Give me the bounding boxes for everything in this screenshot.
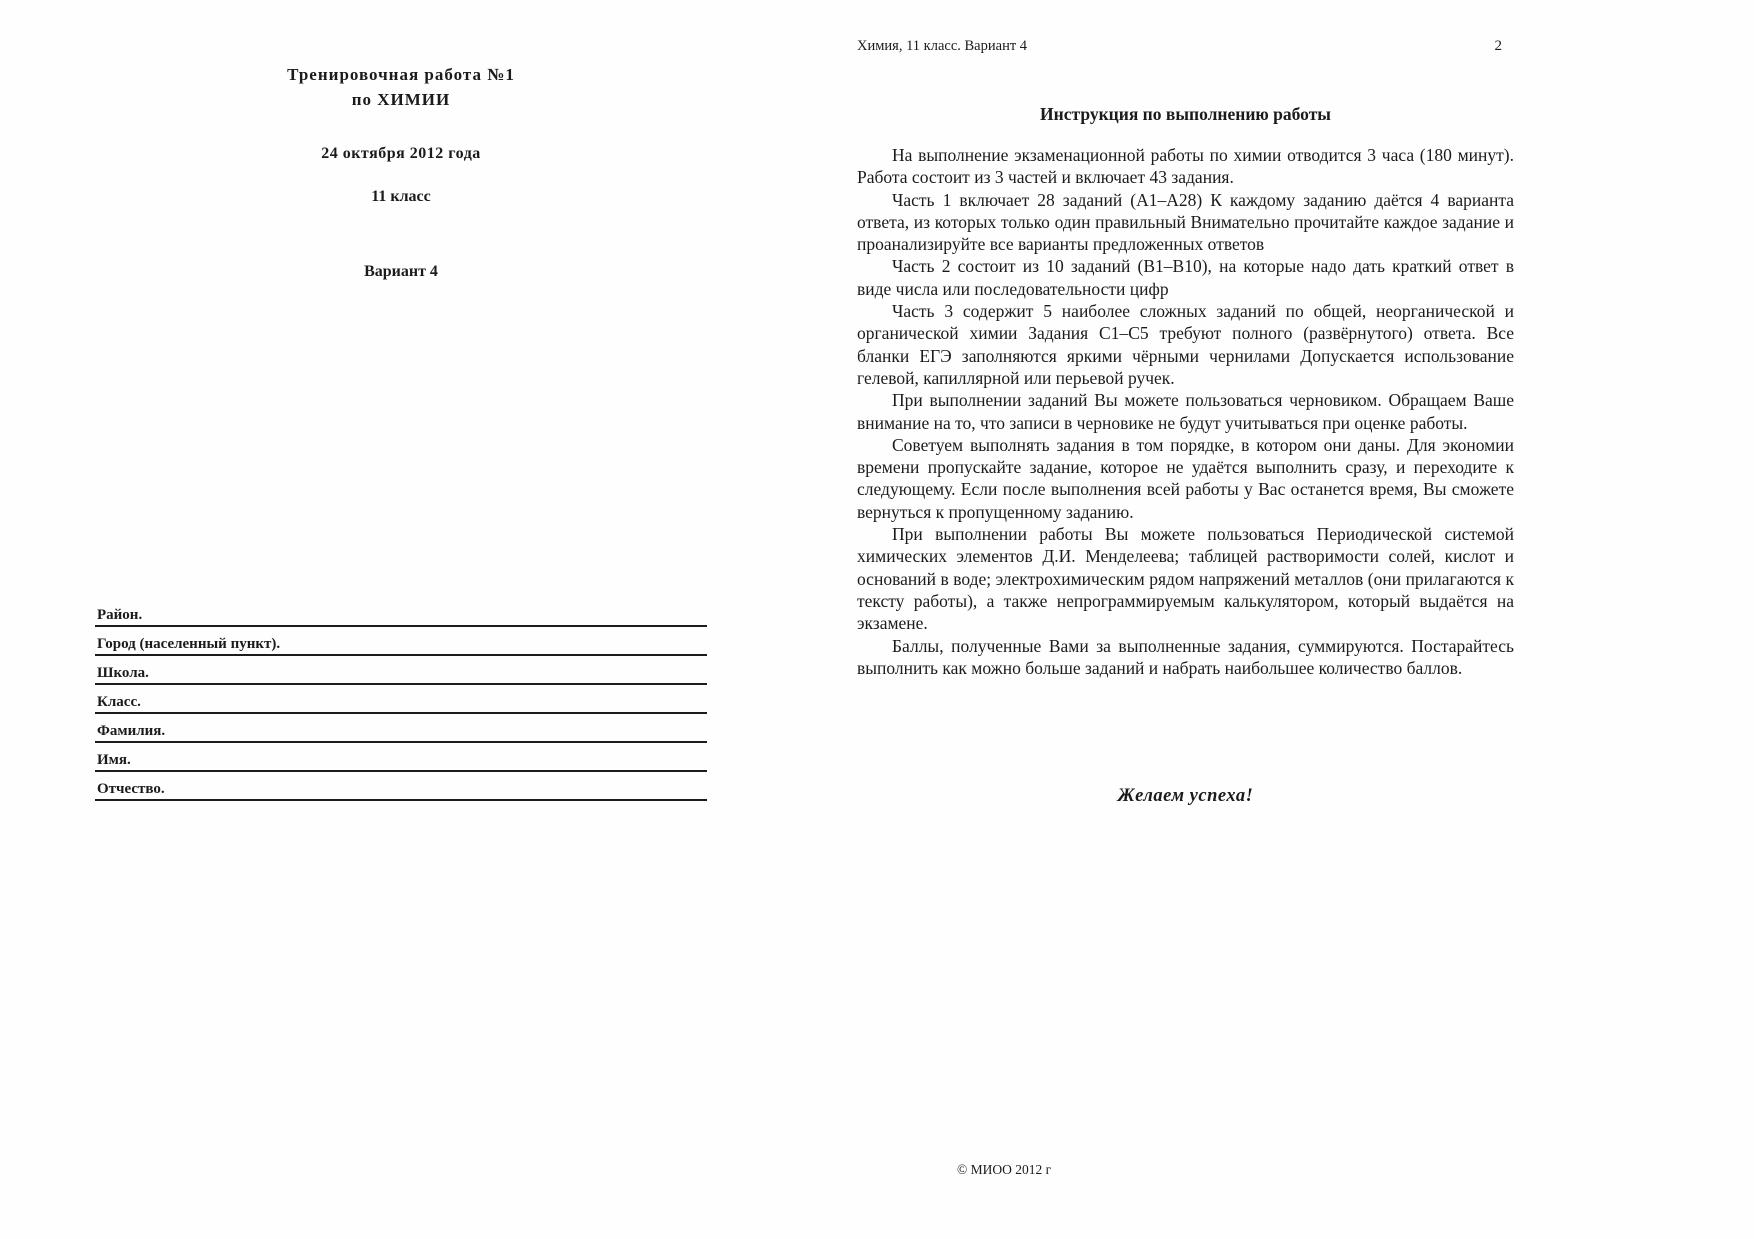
- field-surname: [95, 714, 707, 743]
- field-surname-label: Фамилия.: [97, 723, 166, 739]
- instructions-paragraph: Часть 1 включает 28 заданий (А1–А28) К каждому заданию даётся 4 варианта ответа, из которых только один правильный Внимательно прочитайте каждое задание и проанализируйте все варианты предложенных ответов: [857, 189, 1514, 255]
- field-school-label: Школа.: [97, 665, 149, 681]
- work-title: [95, 62, 707, 112]
- field-city-label: Город (населенный пункт).: [97, 636, 281, 652]
- work-title-line2: по ХИМИИ: [351, 90, 451, 109]
- instructions-heading: Инструкция по выполнению работы: [1040, 104, 1331, 124]
- page-number: 2: [1494, 38, 1502, 54]
- student-info-form: [95, 598, 707, 801]
- instructions-paragraph: Часть 2 состоит из 10 заданий (В1–В10), на которые надо дать краткий ответ в виде числа или последовательности цифр: [857, 256, 1514, 299]
- work-date: 24 октября 2012 года: [321, 145, 481, 162]
- field-name-label: Имя.: [97, 752, 131, 768]
- left-page: [95, 0, 707, 1239]
- field-patronymic-label: Отчество.: [97, 781, 165, 797]
- instructions-paragraph: Часть 3 содержит 5 наиболее сложных заданий по общей, неорганической и органической химии Задания С1–С5 требуют полного (развёрнутого) ответа. Все бланки ЕГЭ заполняются яркими чёрными чернилами Допускается использование гелевой, капиллярной или перьевой ручек.: [857, 301, 1514, 388]
- closing-wish: Желаем успеха!: [1117, 786, 1254, 806]
- right-page: [857, 0, 1514, 1239]
- instructions-paragraph: На выполнение экзаменационной работы по химии отводится 3 часа (180 минут). Работа состоит из 3 частей и включает 43 задания.: [857, 145, 1514, 188]
- work-title-line1: Тренировочная работа №1: [287, 65, 515, 84]
- running-head: Химия, 11 класс. Вариант 4: [857, 38, 1028, 54]
- field-class-label: Класс.: [97, 694, 141, 710]
- field-district-label: Район.: [97, 607, 143, 623]
- instructions-paragraph: При выполнении работы Вы можете пользоваться Периодической системой химических элементов Д.И. Менделеева; таблицей растворимости солей, кислот и оснований в воде; электрохимическим рядом напряжений металлов (они прилагаются к тексту работы), а также непрограммируемым калькулятором, который выдаётся на экзамене.: [857, 524, 1514, 634]
- field-city: [95, 627, 707, 656]
- field-school: [95, 656, 707, 685]
- instructions-paragraph: При выполнении заданий Вы можете пользоваться черновиком. Обращаем Ваше внимание на то, что записи в черновике не будут учитываться при оценке работы.: [857, 390, 1514, 433]
- field-class: [95, 685, 707, 714]
- copyright-footer: © МИОО 2012 г: [957, 1162, 1052, 1177]
- field-district: [95, 598, 707, 627]
- instructions-paragraph: Баллы, полученные Вами за выполненные задания, суммируются. Постарайтесь выполнить как можно больше заданий и набрать наибольшее количество баллов.: [857, 635, 1514, 678]
- variant-label: Вариант 4: [364, 263, 438, 280]
- instructions-paragraph: Советуем выполнять задания в том порядке, в котором они даны. Для экономии времени пропускайте задание, которое не удаётся выполнить сразу, и переходите к следующему. Если после выполнения всей работы у Вас останется время, Вы сможете вернуться к пропущенному заданию.: [857, 434, 1514, 522]
- grade-label: 11 класс: [371, 188, 431, 205]
- instructions-body: [857, 144, 1514, 679]
- field-patronymic: [95, 772, 707, 801]
- field-name: [95, 743, 707, 772]
